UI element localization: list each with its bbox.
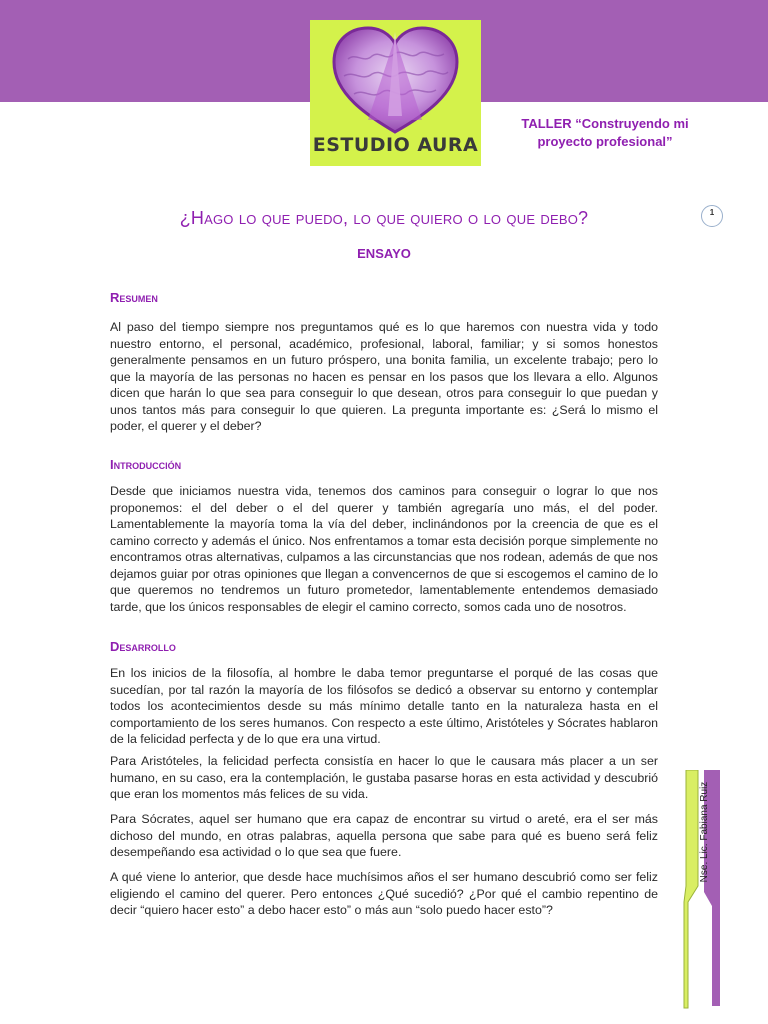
- paragraph: A qué viene lo anterior, que desde hace muchísimos años el ser humano descubrió como ser feliz eligiendo el camino del querer. Pero entonces ¿Qué sucedió? ¿Por qué el cambio repentino de decir “quiero hacer esto” a debo hacer esto” o más aun “solo puedo hacer esto”?: [110, 870, 658, 917]
- paragraph: Para Sócrates, aquel ser humano que era capaz de encontrar su virtud o areté, era el ser más dichoso del mundo, en otras palabras, aquella persona que sabe para qué es bueno será feliz desempeñando esa actividad o lo que sea que fuere.: [110, 812, 658, 859]
- paragraph: Para Aristóteles, la felicidad perfecta consistía en hacer lo que le causara más placer a un ser humano, en su caso, era la contemplación, le gustaba pasarse horas en esta actividad y descubrió que eran los momentos más felices de su vida.: [110, 754, 658, 801]
- author-name: Nse. Lic. Fabiana Ruiz: [699, 781, 710, 883]
- studio-logo: [310, 20, 481, 166]
- paragraph: En los inicios de la filosofía, al hombre le daba temor preguntarse el porqué de las cosas que sucedían, por tal razón la mayoría de los filósofos se dedicó a observar su entorno y contemplar todos los acontecimientos desde su más mínimo detalle tanto en la naturaleza hasta en el comportamiento de los seres humanos. Con respecto a este último, Aristóteles y Sócrates hablaron de la felicidad perfecta y de lo que era una virtud.: [110, 666, 658, 746]
- heart-brain-icon: [328, 24, 463, 136]
- logo-text: ESTUDIO AURA: [312, 134, 479, 156]
- section-heading-introduccion: Introducción: [110, 457, 182, 472]
- section-heading-desarrollo: Desarrollo: [110, 639, 176, 654]
- workshop-title: TALLER “Construyendo mi proyecto profesional”: [521, 116, 689, 149]
- document-title: ¿Hago lo que puedo, lo que quiero o lo que debo?: [179, 208, 589, 228]
- document-subtitle: ENSAYO: [357, 246, 411, 261]
- section-heading-resumen: Resumen: [110, 290, 158, 305]
- paragraph: Al paso del tiempo siempre nos preguntamos qué es lo que haremos con nuestra vida y todo nuestro entorno, el personal, académico, profesional, laboral, familiar; y si somos honestos generalmente pensamos en un futuro próspero, una bonita familia, un excelente trabajo; pero lo que la mayoría de las personas no hacen es pensar en los pasos que los llevara a ello. Algunos dicen que harán lo que sea para conseguir lo que desean, otros para conseguir lo que puedan y unos tantos más para conseguir lo que quieren. La pregunta importante es: ¿Será lo mismo el poder, el querer y el deber?: [110, 320, 658, 433]
- paragraph: Desde que iniciamos nuestra vida, tenemos dos caminos para conseguir o lograr lo que nos proponemos: el del deber o el del querer y también agregaría uno más, el del poder. Lamentablemente la mayoría toma la vía del deber, inclinándonos por la creencia de que es el camino correcto y además el único. Nos enfrentamos a tomar esta decisión porque simplemente no encontramos otras alternativas, culpamos a las circunstancias que nos rodean, además de que nos dejamos guiar por otras opiniones que llegan a convencernos de que si escogemos el camino de lo que queremos no tendremos un futuro prometedor, lamentablemente entendemos demasiado tarde, que los únicos responsables de elegir el camino correcto, somos cada uno de nosotros.: [110, 484, 658, 614]
- page-number: 1: [701, 205, 723, 227]
